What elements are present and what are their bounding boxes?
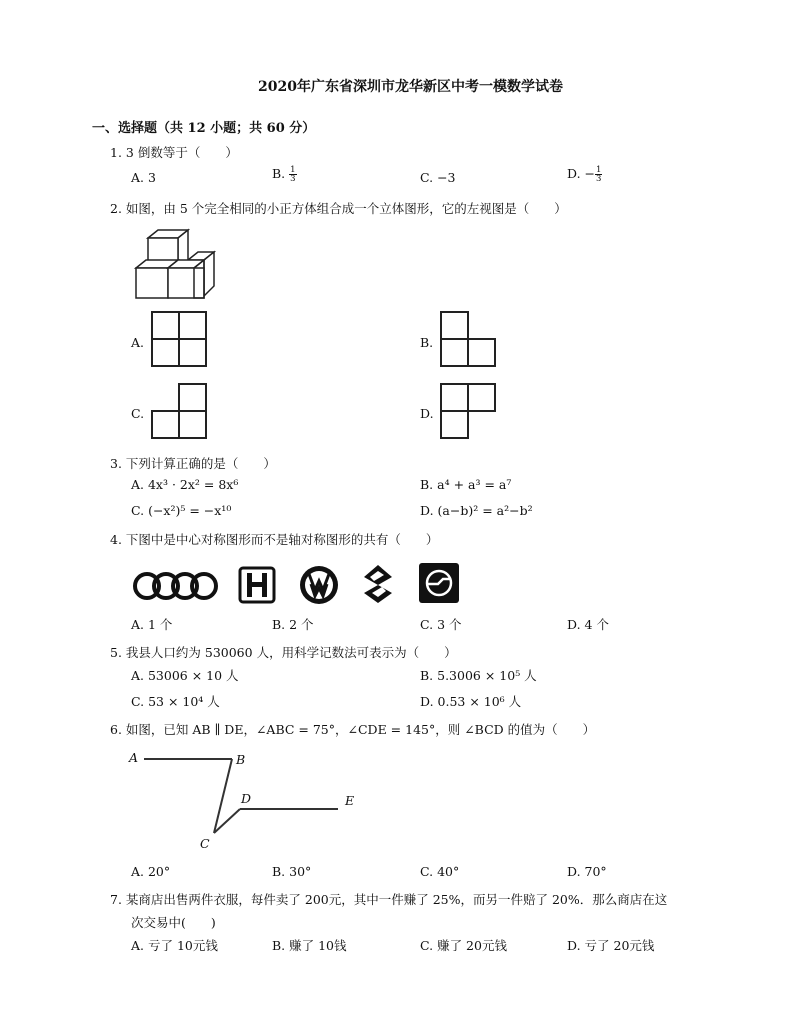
q1-stem: 1. 3 倒数等于（ ） bbox=[110, 145, 238, 160]
q7-option-d: D. 亏了 20元钱 bbox=[567, 938, 655, 953]
q2-option-a-figure bbox=[151, 311, 209, 367]
volkswagen-logo-icon bbox=[298, 564, 340, 606]
q2-option-a-label: A. bbox=[131, 335, 145, 350]
q7-option-c: C. 赚了 20元钱 bbox=[420, 938, 507, 953]
q7-stem-line2: 次交易中( ) bbox=[131, 915, 216, 930]
q6-option-b: B. 30° bbox=[272, 864, 312, 879]
q1-option-d bbox=[567, 166, 602, 183]
q2-option-b-label: B. bbox=[420, 335, 434, 350]
q6-option-a: A. 20° bbox=[131, 864, 171, 879]
q3-option-b: B. a⁴ + a³ = a⁷ bbox=[420, 477, 512, 492]
opel-logo-icon bbox=[418, 562, 460, 604]
q7-option-b: B. 赚了 10钱 bbox=[272, 938, 347, 953]
q5-option-b: B. 5.3006 × 10⁵ 人 bbox=[420, 668, 537, 683]
q2-option-d-label: D. bbox=[420, 406, 434, 421]
q1-option-b bbox=[272, 166, 297, 183]
q6-label-c: C bbox=[200, 836, 210, 851]
q5-stem: 5. 我县人口约为 530060 人，用科学记数法可表示为（ ） bbox=[110, 645, 457, 660]
q1-b-numerator: 1 bbox=[290, 165, 296, 175]
q6-option-d: D. 70° bbox=[567, 864, 607, 879]
q6-label-b: B bbox=[236, 752, 246, 767]
q3-option-a: A. 4x³ · 2x² = 8x⁶ bbox=[131, 477, 239, 492]
q3-stem: 3. 下列计算正确的是（ ） bbox=[110, 456, 276, 471]
q2-stem: 2. 如图，由 5 个完全相同的小正方体组合成一个立体图形，它的左视图是（ ） bbox=[110, 201, 567, 216]
q7-option-a: A. 亏了 10元钱 bbox=[131, 938, 218, 953]
q2-option-c-label: C. bbox=[131, 406, 145, 421]
q7-stem-line1: 7. 某商店出售两件衣服，每件卖了 200元，其中一件赚了 25%，而另一件赔了 20%．那么商店在这 bbox=[110, 892, 668, 907]
q3-option-c: C. (−x²)⁵ = −x¹⁰ bbox=[131, 503, 232, 518]
q6-label-d: D bbox=[241, 791, 252, 806]
q4-option-a: A. 1 个 bbox=[131, 617, 173, 632]
q1-option-b-fraction bbox=[289, 166, 296, 183]
q3-option-d: D. (a−b)² = a²−b² bbox=[420, 503, 533, 518]
section-heading: 一、选择题（共 12 小题；共 60 分） bbox=[92, 121, 316, 136]
q1-option-a: A. 3 bbox=[131, 170, 156, 185]
audi-logo-icon bbox=[132, 570, 220, 602]
q2-cube-figure bbox=[130, 226, 220, 302]
suzuki-logo-icon bbox=[360, 563, 396, 605]
q6-option-c: C. 40° bbox=[420, 864, 460, 879]
q1-option-c: C. −3 bbox=[420, 170, 456, 185]
q5-option-a: A. 53006 × 10 人 bbox=[131, 668, 239, 683]
q2-option-b-figure bbox=[440, 311, 498, 367]
q4-option-d: D. 4 个 bbox=[567, 617, 609, 632]
q1-option-d-fraction bbox=[595, 166, 602, 183]
q6-label-a: A bbox=[129, 750, 139, 765]
q2-option-d-figure bbox=[440, 383, 498, 439]
q4-option-c: C. 3 个 bbox=[420, 617, 462, 632]
q1-option-d-prefix: D. − bbox=[567, 166, 595, 181]
q6-stem: 6. 如图，已知 AB ∥ DE，∠ABC = 75°，∠CDE = 145°，则 ∠BCD 的值为（ ） bbox=[110, 722, 596, 737]
q6-label-e: E bbox=[345, 793, 355, 808]
q1-option-b-prefix: B. bbox=[272, 166, 290, 181]
q2-option-c-figure bbox=[151, 383, 209, 439]
q4-stem: 4. 下图中是中心对称图形而不是轴对称图形的共有（ ） bbox=[110, 532, 439, 547]
q1-d-numerator: 1 bbox=[596, 165, 602, 175]
q1-d-denominator: 3 bbox=[596, 174, 602, 184]
q5-option-c: C. 53 × 10⁴ 人 bbox=[131, 694, 220, 709]
q1-b-denominator: 3 bbox=[290, 174, 296, 184]
honda-logo-icon bbox=[238, 566, 276, 604]
q4-option-b: B. 2 个 bbox=[272, 617, 314, 632]
q5-option-d: D. 0.53 × 10⁶ 人 bbox=[420, 694, 522, 709]
page-title: 2020年广东省深圳市龙华新区中考一模数学试卷 bbox=[258, 79, 563, 95]
